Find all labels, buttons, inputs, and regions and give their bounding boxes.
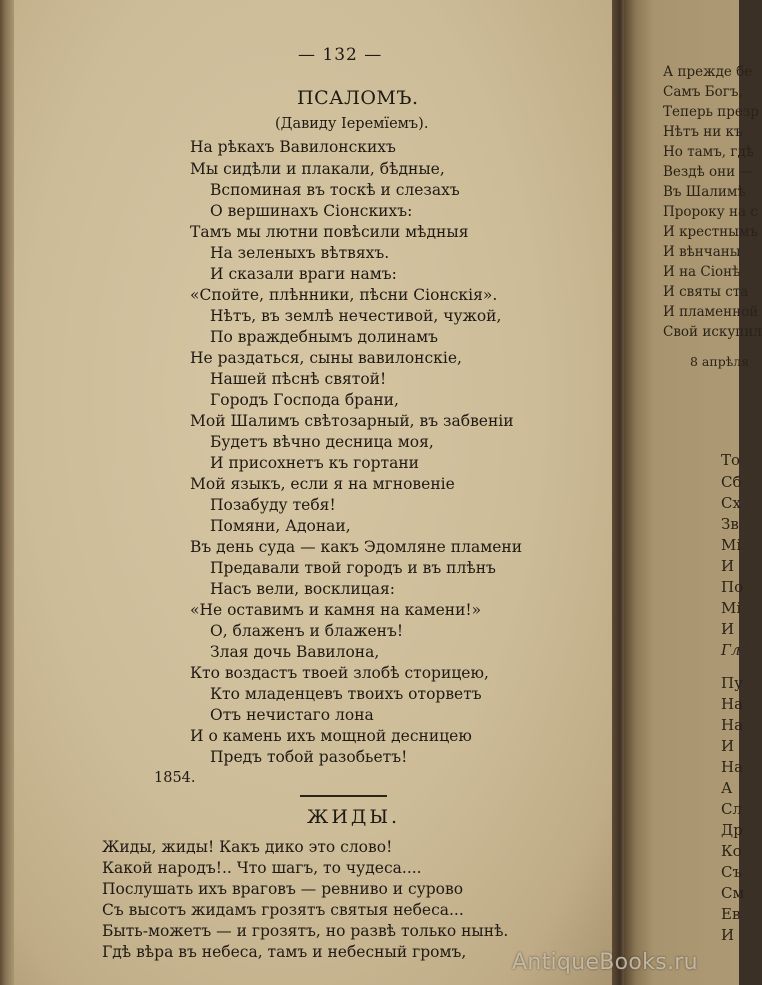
right-page-fragment: Сб (721, 473, 742, 491)
right-page-fragment: И (721, 926, 735, 944)
poem-line: И сказали враги намъ: (210, 265, 397, 283)
right-page-line: И крестнымъ (663, 224, 758, 240)
section-divider (300, 795, 387, 797)
poem-line: Предавали твой городъ и въ плѣнъ (210, 559, 496, 577)
right-page-fragment: Ев (721, 905, 741, 923)
poem-line: Вспоминая въ тоскѣ и слезахъ (210, 181, 460, 199)
poem-line: На рѣкахъ Вавилонскихъ (190, 138, 396, 156)
poem-line: И присохнетъ къ гортани (210, 454, 419, 472)
right-page-fragment: А (721, 779, 733, 797)
right-page-fragment: И (721, 557, 735, 575)
poem-line: Тамъ мы лютни повѣсили мѣдныя (190, 223, 469, 241)
poem-line: Мы сидѣли и плакали, бѣдные, (190, 160, 445, 178)
poem-line: Гдѣ вѣра въ небеса, тамъ и небесный громъ, (102, 943, 467, 961)
right-page-fragment: На (721, 758, 744, 776)
right-page-line: Свой искупил (663, 324, 762, 340)
right-page-fragment: Ко (721, 842, 742, 860)
poem-year: 1854. (154, 770, 196, 786)
poem-line: Будетъ вѣчно десница моя, (210, 433, 434, 451)
right-page-fragment: Сл (721, 800, 743, 818)
poem-line: О, блаженъ и блаженъ! (210, 622, 404, 640)
poem-title-psalom: ПСАЛОМЪ. (297, 87, 419, 109)
right-page-fragment: Зв (721, 515, 739, 533)
right-page-line: Теперь презр (663, 104, 759, 120)
poem-line: И о камень ихъ мощной десницею (190, 727, 472, 745)
right-page-fragment: На (721, 695, 744, 713)
right-page-line: И вѣнчаны (663, 244, 741, 260)
right-page-line: Самъ Богъ, (663, 84, 743, 100)
right-page-fragment: На (721, 716, 744, 734)
right-page-line: Но тамъ, гдѣ (663, 144, 754, 160)
poem-line: Мой Шалимъ свѣтозарный, въ забвеніи (190, 412, 514, 430)
poem-line: Нѣтъ, въ землѣ нечестивой, чужой, (210, 307, 502, 325)
right-page-line: Въ Шалимѣ (663, 184, 746, 200)
poem-line: «Спойте, плѣнники, пѣсни Сіонскія». (190, 286, 498, 304)
poem-line: О вершинахъ Сіонскихъ: (210, 202, 413, 220)
right-page-fragment: Мі (721, 536, 742, 554)
right-page-fragment: И (721, 737, 735, 755)
poem-line: Насъ вели, восклицая: (210, 580, 395, 598)
poem-line: Помяни, Адонаи, (210, 517, 351, 535)
right-page-line: А прежде бе (663, 64, 753, 80)
right-page-fragment: Мі (721, 599, 742, 617)
poem-title-zhidy: ЖИДЫ. (307, 806, 401, 828)
poem-line: Послушать ихъ враговъ — ревниво и сурово (102, 880, 464, 898)
right-page-fragment: И (721, 620, 735, 638)
watermark: AntiqueBooks.ru (512, 950, 698, 975)
poem-line: Кто воздастъ твоей злобѣ сторицею, (190, 664, 489, 682)
right-page-line: И на Сіонѣ (663, 264, 741, 280)
poem-line: Не раздаться, сыны вавилонскіе, (190, 349, 462, 367)
right-page-line: И пламенной (663, 304, 759, 320)
poem-line: Отъ нечистаго лона (210, 706, 374, 724)
poem-line: Злая дочь Вавилона, (210, 643, 380, 661)
right-page-fragment: То (721, 451, 741, 469)
right-page-line: Пророку на с (663, 204, 758, 220)
right-page-line: Нѣтъ ни къ (663, 124, 743, 140)
right-page-line: Вездѣ они — (663, 164, 753, 180)
poem-line: Жиды, жиды! Какъ дико это слово! (102, 838, 393, 856)
poem-line: Съ высотъ жидамъ грозятъ святыя небеса... (102, 901, 464, 919)
right-page-fragment: Пу (721, 674, 743, 692)
right-page-fragment: Сх (721, 494, 741, 512)
poem-line: На зеленыхъ вѣтвяхъ. (210, 244, 390, 262)
right-page-fragment: Др (721, 821, 743, 839)
poem-line: Предъ тобой разобьетъ! (210, 748, 408, 766)
poem-dedication: (Давиду Іеремїемъ). (275, 116, 429, 132)
poem-line: Въ день суда — какъ Эдомляне пламени (190, 538, 523, 556)
poem-line: «Не оставимъ и камня на камени!» (190, 601, 482, 619)
right-page-fragment: По (721, 578, 744, 596)
poem-line: Какой народъ!.. Что шагъ, то чудеса.... (102, 859, 422, 877)
right-page-fragment: См (721, 884, 745, 902)
right-page-fragment: Съ (721, 863, 743, 881)
poem-line: Нашей пѣснѣ святой! (210, 370, 387, 388)
poem-line: Кто младенцевъ твоихъ оторветъ (210, 685, 482, 703)
poem-line: Быть-можетъ — и грозятъ, но развѣ только нынѣ. (102, 922, 509, 940)
poem-line: Городъ Господа брани, (210, 391, 399, 409)
poem-line: Позабуду тебя! (210, 496, 336, 514)
poem-line: По враждебнымъ долинамъ (210, 328, 439, 346)
right-page-fragment: Гл (721, 641, 741, 659)
right-page-date: 8 апрѣля (690, 354, 750, 369)
page-number: — 132 — (298, 45, 383, 65)
right-page-line: И святы ста (663, 284, 749, 300)
poem-line: Мой языкъ, если я на мгновеніе (190, 475, 455, 493)
